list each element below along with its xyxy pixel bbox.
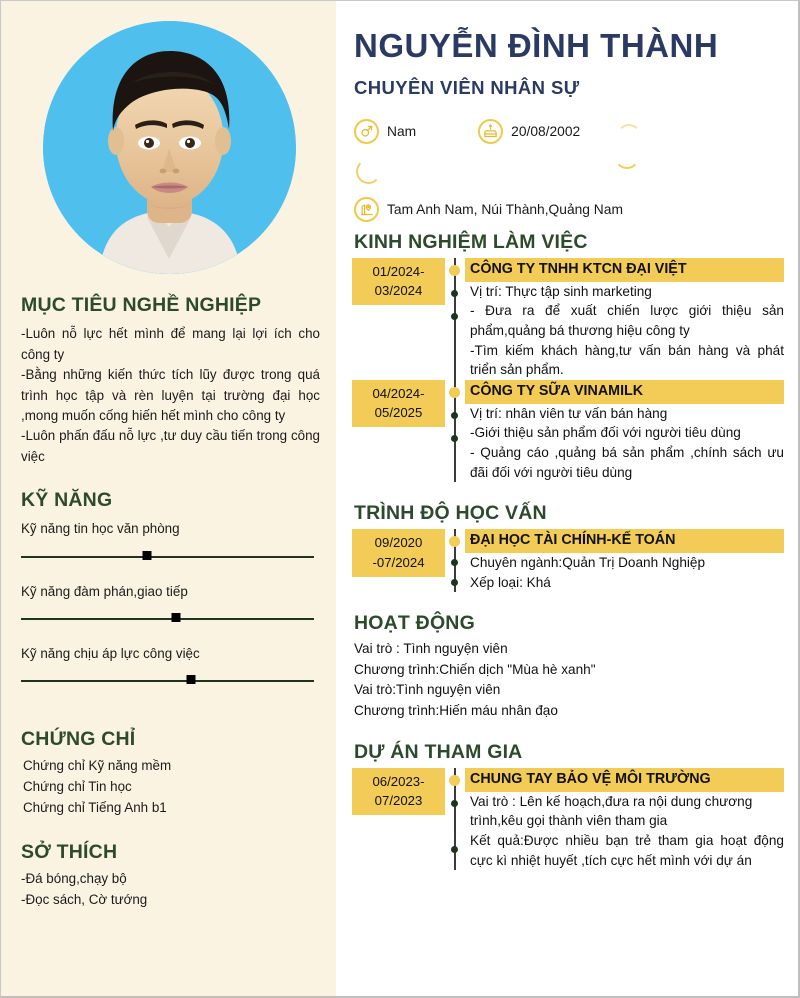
date-badge: 04/2024-05/2025	[352, 380, 445, 427]
job-role: CHUYÊN VIÊN NHÂN SỰ	[354, 76, 580, 98]
date-badge: 06/2023-07/2023	[352, 768, 445, 815]
birthday-value: 20/08/2002	[511, 123, 581, 139]
activity-line: Chương trình:Hiến máu nhân đạo	[354, 702, 558, 718]
list-item: -Đọc sách, Cờ tướng	[21, 892, 148, 908]
project-entry	[352, 768, 784, 870]
list-item: Chứng chỉ Tiếng Anh b1	[23, 800, 167, 816]
skill-label: Kỹ năng chịu áp lực công việc	[21, 645, 200, 661]
slider-knob[interactable]	[186, 675, 195, 684]
entry-line: Vai trò : Lên kế hoạch,đưa ra nội dung chương trình,kêu gọi thành viên tham gia	[470, 793, 753, 829]
company-name: CÔNG TY SỮA VINAMILK	[465, 380, 784, 404]
gender-icon	[354, 119, 379, 144]
list-item: -Đá bóng,chạy bộ	[21, 871, 127, 887]
slider-track	[21, 618, 314, 620]
experience-heading: KINH NGHIỆM LÀM VIỆC	[354, 230, 588, 253]
empty-circle-icon	[356, 159, 381, 184]
section-certificates	[17, 728, 322, 819]
certificates-heading: CHỨNG CHỈ	[21, 727, 136, 750]
sidebar	[1, 1, 336, 996]
section-hobbies	[17, 841, 322, 911]
timeline-dot-primary	[449, 387, 460, 398]
entry-line: - Đưa ra để xuất chiến lược giới thiệu sản phẩm,quảng bá thương hiệu công ty	[470, 303, 784, 338]
education-entry	[352, 529, 784, 592]
skills-heading: KỸ NĂNG	[21, 489, 113, 512]
timeline-dot-primary	[449, 775, 460, 786]
location-icon	[354, 197, 379, 222]
timeline-rail	[445, 258, 465, 380]
experience-entry	[352, 258, 784, 380]
timeline-rail	[445, 768, 465, 870]
timeline-dot	[451, 846, 458, 853]
skill-label: Kỹ năng tin học văn phòng	[21, 521, 180, 537]
skill-slider[interactable]	[21, 546, 314, 568]
entry-line: Chuyên ngành:Quản Trị Doanh Nghiệp	[470, 555, 706, 570]
certificate-list	[23, 755, 322, 819]
partial-arc-icon	[614, 143, 640, 169]
skill-slider[interactable]	[21, 608, 314, 630]
company-name: CÔNG TY TNHH KTCN ĐẠI VIỆT	[465, 258, 784, 282]
experience-entry	[352, 380, 784, 482]
slider-track	[21, 680, 314, 682]
entry-line: Vị trí: Thực tập sinh marketing	[470, 283, 652, 299]
spacer	[352, 721, 784, 741]
activities-heading: HOẠT ĐỘNG	[354, 612, 475, 635]
section-skills	[17, 489, 322, 692]
entry-line: Xếp loại: Khá	[470, 574, 551, 590]
avatar	[43, 21, 296, 274]
gender-value: Nam	[387, 123, 417, 139]
objective-line: -Luôn phấn đấu nỗ lực ,tư duy cầu tiến trong công việc	[21, 428, 320, 464]
skill-slider[interactable]	[21, 670, 314, 692]
timeline-dot-primary	[449, 265, 460, 276]
timeline-dot	[451, 579, 458, 586]
section-activities	[352, 612, 784, 721]
spacer	[352, 482, 784, 502]
contact-block	[352, 119, 784, 231]
project-name: CHUNG TAY BẢO VỆ MÔI TRƯỜNG	[465, 768, 784, 792]
activity-line: Vai trò:Tình nguyện viên	[354, 682, 501, 698]
section-experience	[352, 231, 784, 482]
timeline-dot	[451, 313, 458, 320]
portrait-photo-icon	[43, 21, 296, 274]
objective-heading: MỤC TIÊU NGHỀ NGHIỆP	[21, 294, 262, 316]
projects-heading: DỰ ÁN THAM GIA	[354, 740, 523, 763]
entry-line: - Quảng cáo ,quảng bá sản phẩm ,chính sách ưu đãi đối với người tiêu dùng	[470, 445, 784, 480]
objective-line: -Luôn nỗ lực hết mình để mang lại lợi ích cho công ty	[21, 326, 320, 362]
activity-line: Vai trò : Tình nguyện viên	[354, 641, 508, 657]
timeline-rail	[445, 529, 465, 592]
entry-line: -Giới thiệu sản phẩm đối với người tiêu dùng	[470, 425, 741, 441]
slider-knob[interactable]	[142, 551, 151, 560]
activity-line: Chương trình:Chiến dịch "Mùa hè xanh"	[354, 661, 596, 677]
main-content	[336, 1, 798, 996]
entry-line: Vị trí: nhân viên tư vấn bán hàng	[470, 405, 668, 421]
timeline-dot	[451, 435, 458, 442]
hobbies-heading: SỞ THÍCH	[21, 840, 118, 863]
timeline-dot	[451, 412, 458, 419]
section-education	[352, 502, 784, 592]
date-badge: 09/2020 -07/2024	[352, 529, 445, 576]
timeline-dot	[451, 290, 458, 297]
contact-row-primary	[354, 119, 580, 144]
entry-body	[465, 258, 784, 380]
timeline-dot	[451, 559, 458, 566]
section-projects	[352, 741, 784, 870]
entry-body	[465, 529, 784, 592]
birthday-cake-icon	[478, 119, 503, 144]
slider-knob[interactable]	[172, 613, 181, 622]
timeline-rail	[445, 380, 465, 482]
date-badge: 01/2024-03/2024	[352, 258, 445, 305]
contact-row-address	[354, 197, 623, 222]
spacer	[352, 592, 784, 612]
list-item: Chứng chỉ Kỹ năng mềm	[23, 758, 172, 774]
section-objective	[17, 294, 322, 467]
entry-body	[465, 380, 784, 482]
objective-line: -Bằng những kiến thức tích lũy được trong quá trình học tập và rèn luyện tại trường đại học ,mong muốn cống hiến hết mình cho công ty	[21, 367, 320, 423]
spacer	[17, 819, 322, 841]
education-heading: TRÌNH ĐỘ HỌC VẤN	[354, 502, 547, 525]
address-value: Tam Anh Nam, Núi Thành,Quảng Nam	[387, 201, 623, 217]
school-name: ĐẠI HỌC TÀI CHÍNH-KẾ TOÁN	[465, 529, 784, 553]
entry-line: Kết quả:Được nhiều bạn trẻ tham gia hoạt động cực kì nhiệt huyết ,tích cực hết mình với dự án	[470, 832, 784, 868]
entry-line: -Tìm kiếm khách hàng,tư vấn bán hàng và phát triển sản phẩm.	[470, 342, 784, 378]
hobby-list	[21, 868, 322, 910]
spacer	[17, 467, 322, 489]
entry-body	[465, 768, 784, 870]
timeline-dot	[451, 800, 458, 807]
spacer	[17, 706, 322, 728]
skill-label: Kỹ năng đàm phán,giao tiếp	[21, 583, 188, 599]
list-item: Chứng chỉ Tin học	[23, 779, 132, 795]
slider-track	[21, 556, 314, 558]
page-title: NGUYỄN ĐÌNH THÀNH	[354, 27, 719, 64]
timeline-dot-primary	[449, 536, 460, 547]
